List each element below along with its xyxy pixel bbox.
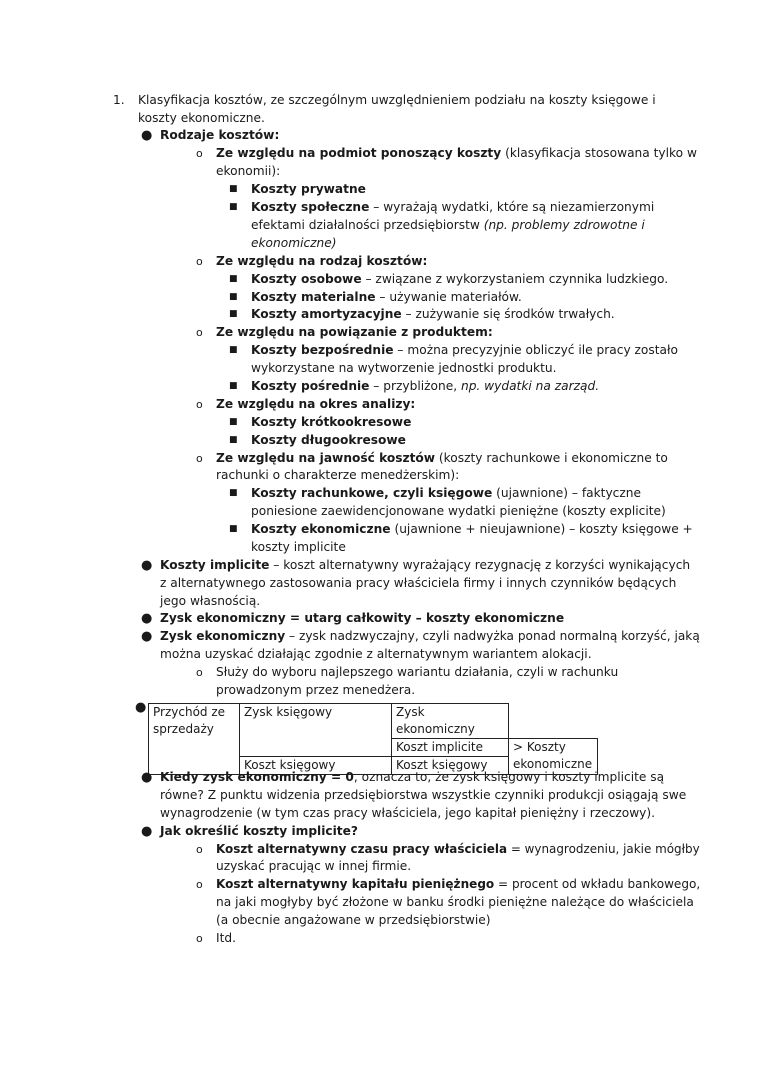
- item1-line2: koszty ekonomiczne.: [138, 111, 265, 125]
- koszty-dlugookresowe: Koszty długookresowe: [251, 433, 406, 447]
- koszty-rachunkowe-line2: poniesione zaewidencjonowane wydatki pieniężne (koszty explicite): [251, 504, 666, 518]
- kiedy-line1: Kiedy zysk ekonomiczny = 0, oznacza to, że zysk księgowy i koszty implicite są: [160, 770, 665, 784]
- koszty-ekonomiczne-line1: Koszty ekonomiczne (ujawnione + nieujawnione) – koszty księgowe +: [251, 522, 693, 536]
- bullet-disc: ●: [141, 770, 153, 785]
- rodzaje-title: Rodzaje kosztów:: [160, 128, 280, 142]
- jak-title: Jak określić koszty implicite?: [160, 824, 358, 838]
- zysk-ek-sub1: Służy do wyboru najlepszego wariantu działania, czyli w rachunku: [216, 665, 619, 679]
- koszt-czasu-line2: uzyskać pracując w innej firmie.: [216, 859, 412, 873]
- item1-line1: Klasyfikacja kosztów, ze szczególnym uwzględnieniem podziału na koszty księgowe i: [138, 93, 656, 107]
- koszty-materialne: Koszty materialne – używanie materiałów.: [251, 290, 522, 304]
- bullet-disc: ●: [141, 629, 153, 644]
- bullet-circle: o: [196, 932, 203, 945]
- table-cell-zysk-ksiegowy: Zysk księgowy: [240, 704, 392, 757]
- bullet-square: ■: [229, 381, 238, 391]
- profit-table: [148, 703, 598, 775]
- bullet-circle: o: [196, 452, 203, 465]
- bullet-square: ■: [229, 345, 238, 355]
- koszty-rachunkowe-line1: Koszty rachunkowe, czyli księgowe (ujawnione) – faktyczne: [251, 486, 641, 500]
- bullet-square: ■: [229, 417, 238, 427]
- list-number: 1.: [113, 93, 125, 107]
- bullet-square: ■: [229, 274, 238, 284]
- bullet-circle: o: [196, 147, 203, 160]
- koszty-spoleczne-line2: efektami działalności przedsiębiorstw (np. problemy zdrowotne i: [251, 218, 645, 232]
- koszty-prywatne: Koszty prywatne: [251, 182, 366, 196]
- bullet-circle: o: [196, 398, 203, 411]
- rodzaj-head: Ze względu na rodzaj kosztów:: [216, 254, 428, 268]
- table-cell-koszt-ksiegowy-2: Koszt księgowy: [392, 757, 509, 775]
- koszty-spoleczne-line3: ekonomiczne): [251, 236, 337, 250]
- koszty-osobowe: Koszty osobowe – związane z wykorzystaniem czynnika ludzkiego.: [251, 272, 669, 286]
- bullet-circle: o: [196, 326, 203, 339]
- zysk-ek-sub2: prowadzonym przez menedżera.: [216, 683, 416, 697]
- koszty-amortyzacyjne: Koszty amortyzacyjne – zużywanie się środków trwałych.: [251, 307, 615, 321]
- podmiot-line2: ekonomii):: [216, 164, 281, 178]
- bullet-circle: o: [196, 878, 203, 891]
- kiedy-line2: równe? Z punktu widzenia przedsiębiorstwa wszystkie czynniki produkcji osiągają swe: [160, 788, 687, 802]
- podmiot-line1: Ze względu na podmiot ponoszący koszty (klasyfikacja stosowana tylko w: [216, 146, 697, 160]
- bullet-circle: o: [196, 666, 203, 679]
- koszty-ekonomiczne-line2: koszty implicite: [251, 540, 346, 554]
- kiedy-line3: wynagrodzenie (w tym czas pracy właściciela, jego kapitał pieniężny i rzeczowy).: [160, 806, 656, 820]
- table-cell-koszt-implicite: Koszt implicite: [392, 739, 509, 757]
- koszt-kapitalu-line3: (a obecnie angażowane w przedsiębiorstwie): [216, 913, 491, 927]
- table-cell-empty: [509, 704, 598, 739]
- bullet-square: ■: [229, 435, 238, 445]
- koszty-spoleczne-line1: Koszty społeczne – wyrażają wydatki, które są niezamierzonymi: [251, 200, 655, 214]
- koszty-bezposrednie-line2: wykorzystane na wytworzenie jednostki produktu.: [251, 361, 557, 375]
- bullet-square: ■: [229, 488, 238, 498]
- produkt-head: Ze względu na powiązanie z produktem:: [216, 325, 493, 339]
- bullet-disc: ●: [141, 558, 153, 573]
- bullet-circle: o: [196, 843, 203, 856]
- koszty-krotkookresowe: Koszty krótkookresowe: [251, 415, 412, 429]
- bullet-disc: ●: [141, 611, 153, 626]
- bullet-square: ■: [229, 202, 238, 212]
- implicite-line2: z alternatywnego zastosowania pracy właściciela firmy i innych czynników będących: [160, 576, 677, 590]
- koszt-kapitalu-line1: Koszt alternatywny kapitału pieniężnego = procent od wkładu bankowego,: [216, 877, 701, 891]
- koszt-czasu-line1: Koszt alternatywny czasu pracy właściciela = wynagrodzeniu, jakie mógłby: [216, 842, 700, 856]
- bullet-disc: ●: [141, 824, 153, 839]
- jawnosc-line2: rachunki o charakterze menedżerskim):: [216, 468, 460, 482]
- bullet-disc: ●: [141, 128, 153, 143]
- table-cell-koszty-ekonomiczne: > Koszty ekonomiczne: [509, 739, 598, 775]
- bullet-square: ■: [229, 309, 238, 319]
- table-cell-koszt-ksiegowy: Koszt księgowy: [240, 757, 392, 775]
- zysk-formula: Zysk ekonomiczny = utarg całkowity – koszty ekonomiczne: [160, 611, 565, 625]
- implicite-line3: jego własnością.: [160, 594, 261, 608]
- bullet-square: ■: [229, 524, 238, 534]
- table-cell-przychod: Przychód ze sprzedaży: [149, 704, 240, 775]
- bullet-circle: o: [196, 255, 203, 268]
- koszty-bezposrednie-line1: Koszty bezpośrednie – można precyzyjnie obliczyć ile pracy zostało: [251, 343, 678, 357]
- bullet-square: ■: [229, 292, 238, 302]
- bullet-disc: ●: [135, 700, 147, 715]
- bullet-square: ■: [229, 184, 238, 194]
- jawnosc-line1: Ze względu na jawność kosztów (koszty rachunkowe i ekonomiczne to: [216, 451, 668, 465]
- koszty-posrednie: Koszty pośrednie – przybliżone, np. wydatki na zarząd.: [251, 379, 600, 393]
- koszt-kapitalu-line2: na jaki mogłyby być złożone w banku środki pieniężne należące do właściciela: [216, 895, 694, 909]
- implicite-line1: Koszty implicite – koszt alternatywny wyrażający rezygnację z korzyści wynikających: [160, 558, 691, 572]
- itd: Itd.: [216, 931, 236, 945]
- zysk-ek-line2: można uzyskać działając zgodnie z alternatywnym wariantem alokacji.: [160, 647, 592, 661]
- zysk-ek-line1: Zysk ekonomiczny – zysk nadzwyczajny, czyli nadwyżka ponad normalną korzyść, jaką: [160, 629, 700, 643]
- okres-head: Ze względu na okres analizy:: [216, 397, 416, 411]
- table-cell-zysk-ekonomiczny: Zysk ekonomiczny: [392, 704, 509, 739]
